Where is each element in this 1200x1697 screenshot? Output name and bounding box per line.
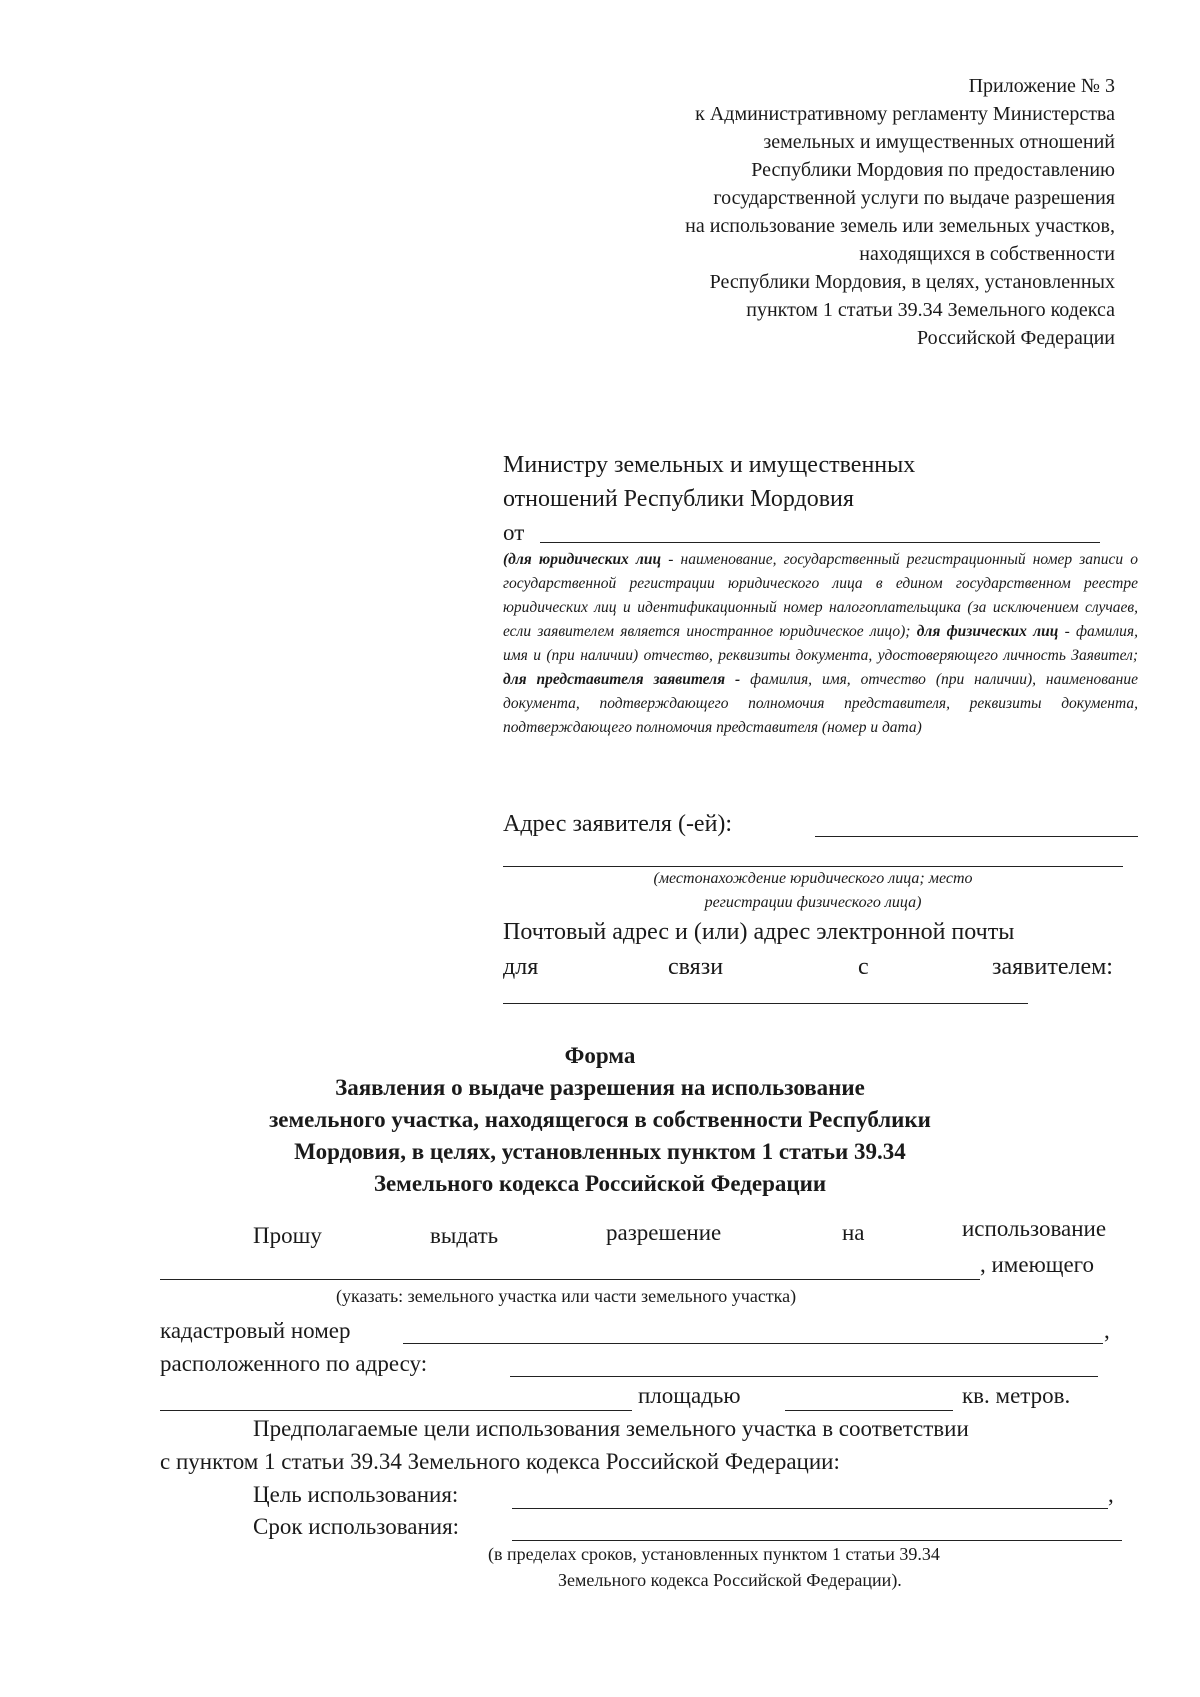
address-field-2[interactable] (503, 866, 1123, 867)
located-label: расположенного по адресу: (160, 1351, 428, 1376)
request-word-2: выдать (430, 1223, 499, 1248)
appendix-line: Приложение № 3 (968, 75, 1115, 97)
address-hint-2: регистрации физического лица) (704, 894, 922, 911)
appendix-line: Республики Мордовия по предоставлению (751, 159, 1115, 181)
form-title-line: Земельного кодекса Российской Федерации (373, 1171, 827, 1196)
request-word-3: разрешение (606, 1220, 722, 1245)
address-field[interactable] (815, 836, 1138, 837)
note-representative-text: фамилия, имя, отчество (при наличии), наименование документа, подтверждающего полномочия представителя, реквизиты документа, подтверждающего полномочия представителя (номер и дата) (503, 671, 1138, 736)
goal-end: , (1108, 1482, 1114, 1507)
cadastral-end: , (1104, 1318, 1110, 1343)
postal-line-1: Почтовый адрес и (или) адрес электронной почты (503, 919, 1015, 945)
address-hint-1: (местонахождение юридического лица; место (653, 870, 973, 887)
purposes-line-2: с пунктом 1 статьи 39.34 Земельного кодекса Российской Федерации: (160, 1449, 840, 1474)
land-type-field[interactable] (160, 1279, 980, 1280)
land-type-hint: (указать: земельного участка или части земельного участка) (336, 1286, 797, 1306)
appendix-header (685, 72, 1115, 352)
purposes-line-1: Предполагаемые цели использования земельного участка в соответствии (253, 1416, 969, 1441)
postal-word-3: с (858, 954, 869, 980)
note-individual-label: для физических лиц (916, 623, 1059, 640)
appendix-line: пунктом 1 статьи 39.34 Земельного кодекса (746, 299, 1115, 321)
appendix-line: государственной услуги по выдаче разрешения (713, 187, 1115, 209)
note-legal-text: - наименование, государственный регистрационный номер записи о государственной регистрации юридического лица в едином государственном реестре юридических лиц и идентификационный номер налогоплательщика (за исключением случаев, если заявителем является иностранное юридическое лицо); (503, 551, 1138, 640)
from-label: от (503, 520, 525, 545)
cadastral-field[interactable] (403, 1343, 1103, 1344)
appendix-line: Республики Мордовия, в целях, установленных (709, 271, 1115, 293)
area-unit: кв. метров. (962, 1383, 1071, 1408)
form-title-line: земельного участка, находящегося в собственности Республики (269, 1107, 931, 1132)
note-representative-label: для представителя заявителя - (503, 671, 741, 688)
appendix-line: Российской Федерации (916, 327, 1115, 349)
term-hint-1: (в пределах сроков, установленных пунктом 1 статьи 39.34 (488, 1544, 940, 1564)
appendix-line: находящихся в собственности (859, 243, 1115, 265)
address-label: Адрес заявителя (-ей): (503, 811, 733, 837)
goal-field[interactable] (512, 1508, 1108, 1509)
term-field[interactable] (512, 1540, 1122, 1541)
appendix-line: земельных и имущественных отношений (763, 131, 1115, 153)
applicant-note (503, 548, 1138, 740)
postal-word-4: заявителем: (992, 954, 1113, 980)
located-field-2[interactable] (160, 1410, 632, 1411)
area-label: площадью (638, 1383, 741, 1408)
cadastral-label: кадастровый номер (160, 1318, 351, 1343)
form-title-line: Заявления о выдаче разрешения на использование (335, 1075, 865, 1100)
addressee-line-1: Министру земельных и имущественных (503, 452, 916, 478)
request-word-1: Прошу (253, 1223, 322, 1248)
term-label: Срок использования: (253, 1514, 460, 1539)
request-word-5: использование (962, 1216, 1107, 1241)
from-field[interactable] (540, 542, 1100, 543)
appendix-line: на использование земель или земельных участков, (685, 215, 1115, 237)
appendix-line: к Административному регламенту Министерства (695, 103, 1115, 125)
form-title (150, 1040, 1050, 1200)
goal-label: Цель использования: (253, 1482, 459, 1507)
located-field[interactable] (510, 1376, 1098, 1377)
form-title-line: Мордовия, в целях, установленных пунктом 1 статьи 39.34 (294, 1139, 906, 1164)
postal-word-1: для (503, 954, 539, 980)
having-text: , имеющего (980, 1252, 1095, 1277)
addressee-line-2: отношений Республики Мордовия (503, 486, 854, 512)
request-word-4: на (842, 1220, 865, 1245)
note-individual-text: - фамилия, имя и (при наличии) отчество, реквизиты документа, удостоверяющего личность Заявител; (503, 623, 1138, 664)
postal-field[interactable] (503, 1003, 1028, 1004)
note-legal-label: (для юридических лиц (503, 551, 662, 568)
area-field[interactable] (785, 1410, 953, 1411)
term-hint-2: Земельного кодекса Российской Федерации). (558, 1570, 902, 1590)
form-title-line: Форма (564, 1043, 636, 1068)
postal-word-2: связи (668, 954, 724, 980)
